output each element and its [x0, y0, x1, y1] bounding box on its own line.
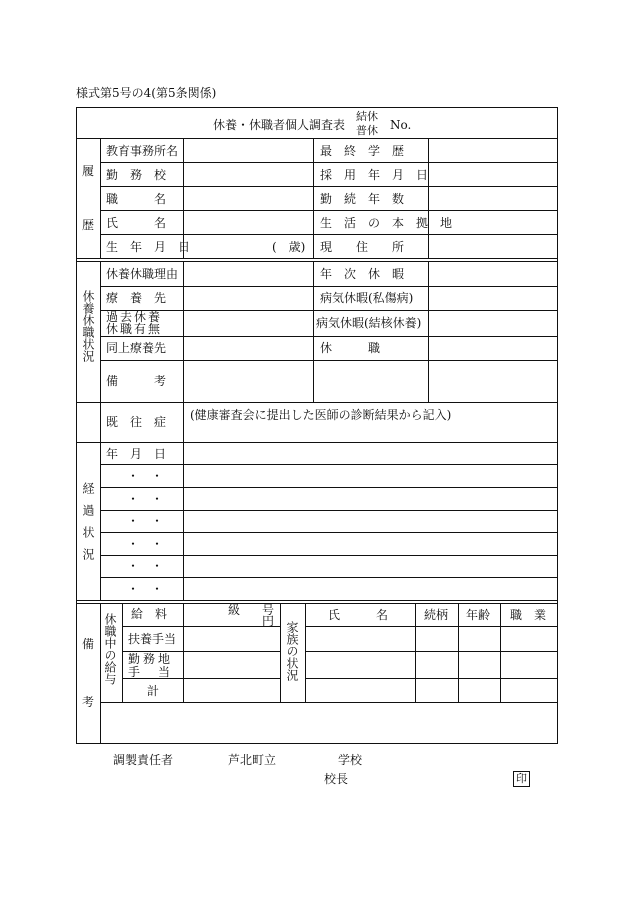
progress-date-row: ・ ・ [127, 514, 164, 528]
progress-section-label: 経過状況 [81, 482, 95, 570]
form-type-top: 結休 [356, 110, 378, 123]
form-type-bottom: 普休 [356, 124, 378, 137]
rule [100, 261, 101, 402]
rule [183, 442, 184, 600]
salary-label-base: 給 料 [131, 607, 168, 621]
rule [305, 678, 558, 679]
leave-label-treatment-place-same: 同上療養先 [106, 341, 167, 355]
salary-number-label: 号 [262, 603, 275, 617]
rule [280, 603, 281, 702]
rule [305, 626, 558, 627]
rule [100, 138, 101, 258]
family-header-relation: 続柄 [424, 608, 449, 622]
salary-label-location: 勤務地 [128, 652, 174, 666]
progress-date-row: ・ ・ [127, 492, 164, 506]
rule [305, 651, 558, 652]
rule [100, 360, 558, 361]
rule [100, 442, 101, 600]
form-title: 休養・休職者個人調査表 [213, 118, 346, 132]
progress-date-row: ・ ・ [127, 582, 164, 596]
rule [500, 603, 501, 702]
rule [100, 555, 558, 556]
rule [76, 603, 558, 604]
salary-yen-label: 円 [262, 614, 275, 628]
leave-label-past-suspension: 休職有無 [106, 322, 163, 336]
rule [458, 603, 459, 702]
rule [100, 577, 558, 578]
school-label: 学校 [338, 753, 363, 767]
leave-section-label: 休養休職状況 [81, 290, 95, 362]
remarks-section-label-top: 備 [82, 637, 95, 651]
history-section-label-2: 歴 [82, 218, 95, 232]
rule [100, 402, 101, 442]
progress-date-row: ・ ・ [127, 559, 164, 573]
leave-label-treatment-place: 療 養 先 [106, 291, 167, 305]
history-label-years: 勤 続 年 数 [320, 192, 405, 206]
rule [76, 600, 558, 601]
history-section-label-1: 履 [82, 164, 95, 178]
leave-label-notes: 備 考 [106, 374, 167, 388]
rule [100, 702, 558, 703]
rule [76, 402, 558, 403]
rule [76, 258, 558, 259]
rule [428, 138, 429, 258]
rule [428, 261, 429, 402]
principal-label: 校長 [324, 772, 349, 786]
rule [100, 336, 558, 337]
rule [313, 138, 314, 258]
history-age-label: ( 歳) [272, 240, 306, 254]
progress-date-row: ・ ・ [127, 469, 164, 483]
salary-label-allowance: 手 当 [128, 665, 174, 679]
rule [76, 261, 558, 262]
rule [415, 603, 416, 702]
preparer-label: 調製責任者 [113, 753, 174, 767]
rule [100, 487, 558, 488]
history-label-birthdate: 生 年 月 日 [106, 240, 191, 254]
rule [100, 603, 101, 744]
progress-date-row: ・ ・ [127, 537, 164, 551]
rule [100, 510, 558, 511]
town-label: 芦北町立 [228, 753, 277, 767]
rule [100, 162, 558, 163]
history-label-position: 職 名 [106, 192, 167, 206]
rule [122, 626, 280, 627]
history-label-name: 氏 名 [106, 216, 167, 230]
family-group-label: 家族の状況 [285, 621, 299, 681]
form-code: 様式第5号の4(第5条関係) [76, 86, 217, 100]
rule [183, 603, 184, 702]
leave-label-annual: 年 次 休 暇 [320, 267, 405, 281]
rule [100, 186, 558, 187]
rule [183, 261, 184, 402]
rule [76, 138, 558, 139]
rule [305, 603, 306, 702]
history-label-hire-date: 採 用 年 月 日 [320, 168, 429, 182]
leave-label-past-leave: 過去休養 [106, 310, 163, 324]
family-header-name: 氏 名 [328, 608, 389, 622]
salary-grade-label: 級 [228, 603, 241, 617]
salary-label-dependents: 扶養手当 [128, 632, 177, 646]
rule [100, 464, 558, 465]
history-label-residence-base: 生 活 の 本 拠 地 [320, 216, 453, 230]
leave-label-suspension: 休 職 [320, 341, 381, 355]
rule [100, 310, 558, 311]
rule [313, 261, 314, 402]
medical-history-note: (健康審査会に提出した医師の診断結果から記入) [190, 408, 452, 422]
leave-label-sick-tb: 病気休暇(結核休養) [316, 316, 422, 330]
family-header-occupation: 職 業 [510, 608, 547, 622]
salary-label-total: 計 [147, 684, 160, 698]
history-label-office: 教育事務所名 [106, 144, 179, 158]
remarks-section-label-bottom: 考 [82, 695, 95, 709]
progress-date-header: 年 月 日 [106, 447, 167, 461]
form-number-label: No. [390, 118, 412, 132]
rule [100, 532, 558, 533]
leave-label-reason: 休養休職理由 [106, 267, 179, 281]
rule [100, 234, 558, 235]
family-header-age: 年齢 [466, 608, 491, 622]
leave-label-sick-private: 病気休暇(私傷病) [320, 291, 414, 305]
history-label-school: 勤 務 校 [106, 168, 167, 182]
rule [183, 402, 184, 442]
rule [122, 603, 123, 702]
history-label-education: 最 終 学 歴 [320, 144, 405, 158]
medical-history-label: 既 往 症 [106, 415, 167, 429]
rule [100, 210, 558, 211]
seal-mark: 印 [513, 771, 530, 787]
rule [100, 286, 558, 287]
rule [76, 442, 558, 443]
history-label-address: 現 住 所 [320, 240, 405, 254]
salary-group-label: 休職中の給与 [103, 613, 117, 685]
